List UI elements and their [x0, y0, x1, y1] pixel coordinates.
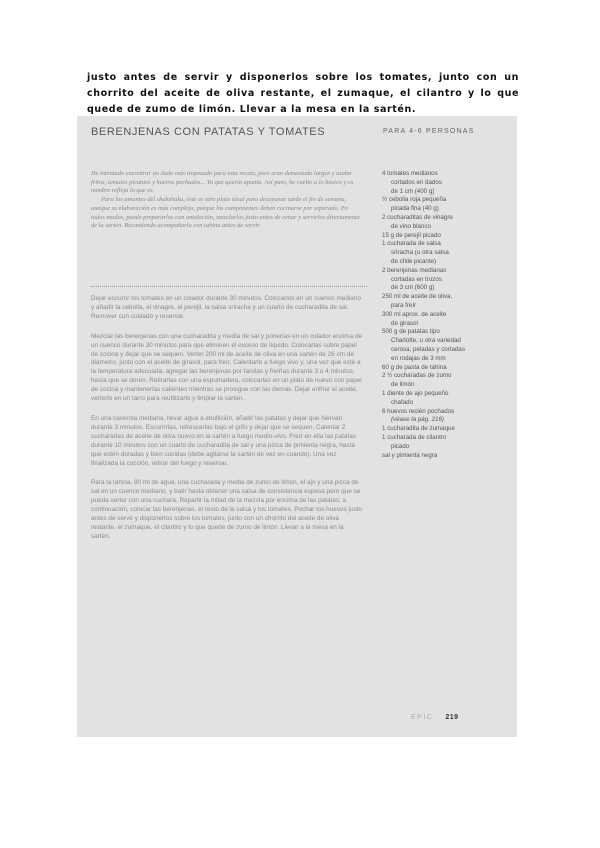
ingredients-list	[382, 170, 510, 460]
section-divider	[91, 286, 367, 287]
ingredient-line: picada fina (40 g)	[391, 205, 439, 213]
ingredient-line: de limón	[391, 381, 415, 389]
ingredient-line: en rodajas de 3 mm	[391, 354, 446, 362]
method-step: Dejar escurrir los tomates en un colador durante 30 minutos. Colocarlos en un cuenco mediano y añadir la cebolla, el vinagre, el perejil, la salsa sriracha y un cuarto de cucharadita de sal. Remover con cuidado y reservar.	[91, 295, 361, 320]
ingredient-line: sriracha (u otra salsa	[391, 249, 449, 257]
ingredient-line: Charlotte, u otra variedad	[391, 337, 461, 345]
ingredient-line: 250 ml de aceite de oliva,	[382, 293, 453, 301]
ingredient-line: de 3 cm (600 g)	[391, 284, 435, 292]
ingredient-line: 2 cucharaditas de vinagre	[382, 213, 453, 221]
ingredient-line: para freír	[391, 301, 417, 309]
ingredient-line: 4 tomates medianos	[382, 170, 438, 177]
ingredient-line: 6 huevos recién pochados	[382, 407, 455, 415]
ingredient-line: 2 ½ cucharadas de zumo	[382, 372, 452, 380]
method-step: Para la tahina, 80 ml de agua, una cucharada y media de zumo de limón, el ajo y una pizca de sal en un cuenco mediano, y batir hasta obtener una salsa de consistencia espesa pero que se pueda verter con una cuchara. Repartir la mitad de la mezcla por encima de las patatas; a continuación, colocar las berenjenas, el resto de la salsa y los tomates. Pochar los huevos justo antes de servir y disponerlos sobre los tomates, junto con un chorrito del aceite de oliva restante, el zumaque, el cilantro y lo que quede de zumo de limón. Llevar a la mesa en la sartén.	[91, 479, 363, 540]
recipe-method	[91, 295, 363, 553]
ingredient-line: de 1 cm (400 g)	[391, 187, 435, 195]
ingredient-line: picado	[391, 442, 410, 450]
ingredient-line: 60 g de pasta de tahina	[382, 363, 447, 371]
recipe-servings: PARA 4-6 PERSONAS	[383, 128, 475, 135]
page-footer	[411, 714, 459, 721]
ingredient-line: de girasol	[391, 319, 418, 327]
ingredient-line: chafado	[391, 398, 414, 406]
ingredient-line: 1 diente de ajo pequeño	[382, 389, 449, 397]
method-step: Mezclar las berenjenas con una cucharadita y media de sal y ponerlas en un colador encima de un cuenco durante 30 minutos para que eliminen el exceso de líquido. Colocarlas sobre papel de cocina y dejar que se sequen. Verter 200 ml de aceite de oliva en una sartén de 26 cm de diámetro, junto con el aceite de girasol, para freír. Calentarlo a fuego vivo y, una vez que esté a la temperatura adecuada, agregar las berenjenas por tandas y freírlas durante 3 o 4 minutos, hasta que se doren. Retirarlas con una espumadera, colocarlas en un plato de nuevo con papel de cocina y mantenerlas calientes mientras se prosigue con las demás. Dejar enfriar el aceite, verterlo en un tarro para reutilizarlo y limpiar la sartén.	[91, 332, 363, 403]
ingredient-line: sal y pimienta negra	[382, 451, 438, 459]
section-name: EPIC	[411, 714, 434, 721]
ingredient-line: 1 cucharada de salsa	[382, 240, 441, 248]
ingredient-line: cerosa, peladas y cortadas	[391, 345, 465, 353]
page-number: 219	[445, 714, 459, 721]
ingredient-line: 1 cucharada de cilantro	[382, 433, 447, 441]
recipe-headnote	[91, 170, 363, 231]
ingredient-line: (véase la pág. 216)	[391, 416, 444, 424]
ingredient-line: de vino blanco	[391, 222, 431, 230]
ingredient-line: cortados en dados	[391, 178, 442, 186]
headnote-paragraph: He intentado encontrar un dado más tropezado para esta receta, pero eran demasiado largos y usaba fritos, tomates picantes y huevos pochados... Yo que quería apunta. Así pues, he vuelto a lo básico y es nombre refleja lo que es.	[91, 170, 354, 195]
ingredient-line: 1 cucharadita de zumaque	[382, 425, 455, 433]
headnote-paragraph: Para los amantes del shakshuka, éste es otro plato ideal para desayunar tarde el fin de semana, aunque su elaboración es más compleja, porque los componentes deben cocinarse por separado. En todos modos, puede prepararlos con antelación, mezclarlos justo antes de cenar y servirlos directamente de la sartén. Recomiendo acompañarla con tahina antes de servir.	[91, 196, 360, 230]
scanned-recipe-page	[77, 116, 517, 737]
ingredient-line: 500 g de patatas tipo	[382, 328, 440, 336]
recipe-title: BERENJENAS CON PATATAS Y TOMATES	[91, 126, 326, 138]
ingredient-line: cortadas en trozos	[391, 275, 442, 283]
method-step: En una cacerola mediana, llevar agua a ebullición, añadir las patatas y dejar que hiervan durante 3 minutos. Escurrirlas, refrescarlas bajo el grifo y dejar que se sequen. Calentar 2 cucharadas de aceite de oliva nuevo en la sartén a fuego medio-vivo. Freír en ella las patatas durante 10 minutos con un cuarto de cucharadita de sal y una pizca de pimienta negra, hasta que estén doradas y bien cocidas (debe agitarse la sartén de vez en cuando). Una vez finalizada la cocción, retirar del fuego y reservar.	[91, 414, 357, 467]
ingredient-line: ½ cebolla roja pequeña	[382, 196, 447, 204]
ingredient-line: de chile picante)	[391, 257, 437, 265]
ingredient-line: 15 g de perejil picado	[382, 231, 441, 239]
ingredient-line: 2 berenjenas medianas	[382, 266, 447, 274]
ingredient-line: 300 ml aprox. de aceite	[382, 310, 447, 318]
intro-paragraph: justo antes de servir y disponerlos sobre los tomates, junto con un chorrito del aceite de oliva restante, el zumaque, el cilantro y lo que quede de zumo de limón. Llevar a la mesa en la sartén.	[87, 72, 519, 115]
